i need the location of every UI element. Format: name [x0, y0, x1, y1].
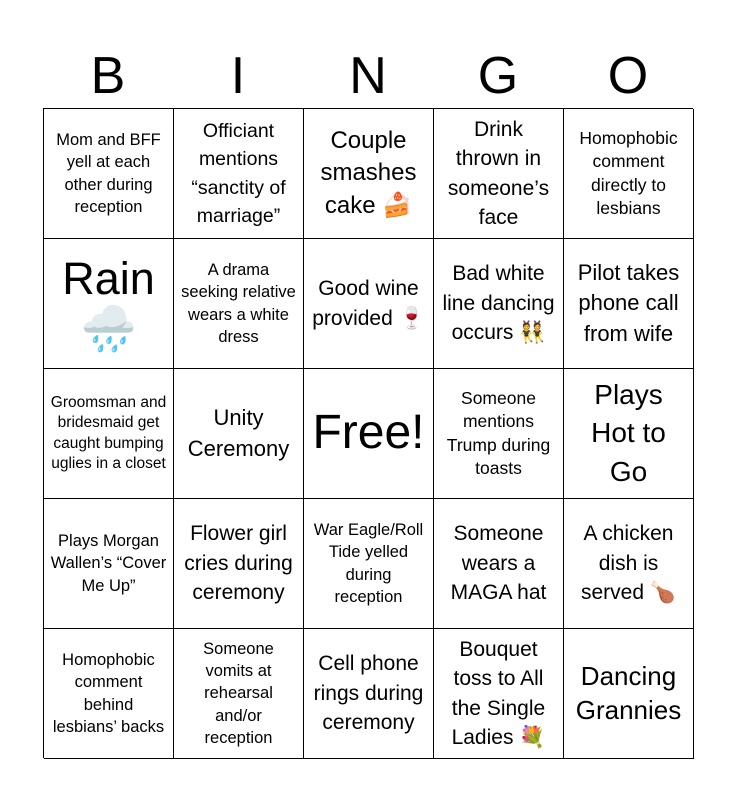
bingo-cell[interactable] — [174, 499, 304, 629]
bingo-cell[interactable] — [304, 109, 434, 239]
header-letter-n: N — [349, 47, 387, 105]
cell-text: Pilot takes phone call from wife — [577, 259, 680, 346]
bingo-cell[interactable] — [304, 629, 434, 759]
cell-text: Groomsman and bridesmaid get caught bumping uglies in a closet — [50, 394, 167, 472]
bingo-cell[interactable] — [564, 369, 694, 499]
cell-text: Unity Ceremony — [187, 405, 290, 461]
bingo-cell[interactable] — [564, 239, 694, 369]
bingo-cell[interactable] — [564, 629, 694, 759]
cell-text: Good wine provided 🍷 — [312, 277, 425, 330]
bingo-cell[interactable] — [44, 629, 174, 759]
cell-text: Rain 🌧️ — [62, 253, 155, 354]
cell-text: Flower girl cries during ceremony — [184, 522, 293, 605]
cell-text: Homophobic comment behind lesbians’ backs — [52, 650, 165, 736]
cell-text: Someone mentions Trump during toasts — [446, 387, 551, 478]
cell-text: Someone wears a MAGA hat — [450, 522, 547, 605]
cell-text: Dancing Grannies — [575, 660, 682, 725]
cell-text: Drink thrown in someone’s face — [447, 117, 550, 229]
bingo-cell[interactable] — [304, 499, 434, 629]
cell-text: Someone vomits at rehearsal and/or reception — [203, 639, 274, 747]
cell-text: Homophobic comment directly to lesbians — [579, 127, 678, 218]
bingo-cell[interactable] — [44, 369, 174, 499]
bingo-cell[interactable] — [564, 109, 694, 239]
bingo-header — [43, 46, 693, 106]
header-letter-i: I — [230, 47, 246, 105]
cell-text: Cell phone rings during ceremony — [313, 652, 424, 735]
cell-text: Officiant mentions “sanctity of marriage” — [191, 119, 286, 227]
bingo-cell[interactable] — [174, 239, 304, 369]
cell-text: Mom and BFF yell at each other during reception — [56, 130, 161, 216]
bingo-cell[interactable] — [434, 239, 564, 369]
bingo-cell[interactable] — [44, 109, 174, 239]
cell-text: A chicken dish is served 🍗 — [580, 522, 676, 605]
bingo-cell[interactable] — [174, 109, 304, 239]
free-space[interactable] — [304, 369, 434, 499]
cell-text: Bouquet toss to All the Single Ladies 💐 — [451, 637, 546, 749]
cell-text: Plays Morgan Wallen’s “Cover Me Up” — [50, 532, 167, 595]
cell-text: Couple smashes cake 🍰 — [320, 126, 417, 219]
bingo-cell[interactable] — [304, 239, 434, 369]
cell-text: Bad white line dancing occurs 👯 — [442, 262, 555, 345]
cell-text: A drama seeking relative wears a white dress — [181, 260, 296, 346]
bingo-cell[interactable] — [434, 629, 564, 759]
cell-text: Free! — [312, 406, 425, 460]
header-letter-g: G — [477, 47, 519, 105]
header-letter-o: O — [607, 47, 649, 105]
cell-text: War Eagle/Roll Tide yelled during reception — [313, 520, 424, 606]
bingo-cell[interactable] — [174, 629, 304, 759]
bingo-cell[interactable] — [44, 239, 174, 369]
header-letter-b: B — [90, 47, 126, 105]
bingo-cell[interactable] — [564, 499, 694, 629]
bingo-cell[interactable] — [434, 499, 564, 629]
cell-text: Plays Hot to Go — [591, 378, 666, 487]
bingo-cell[interactable] — [434, 369, 564, 499]
bingo-card — [43, 108, 693, 758]
bingo-cell[interactable] — [434, 109, 564, 239]
bingo-cell[interactable] — [44, 499, 174, 629]
bingo-cell[interactable] — [174, 369, 304, 499]
